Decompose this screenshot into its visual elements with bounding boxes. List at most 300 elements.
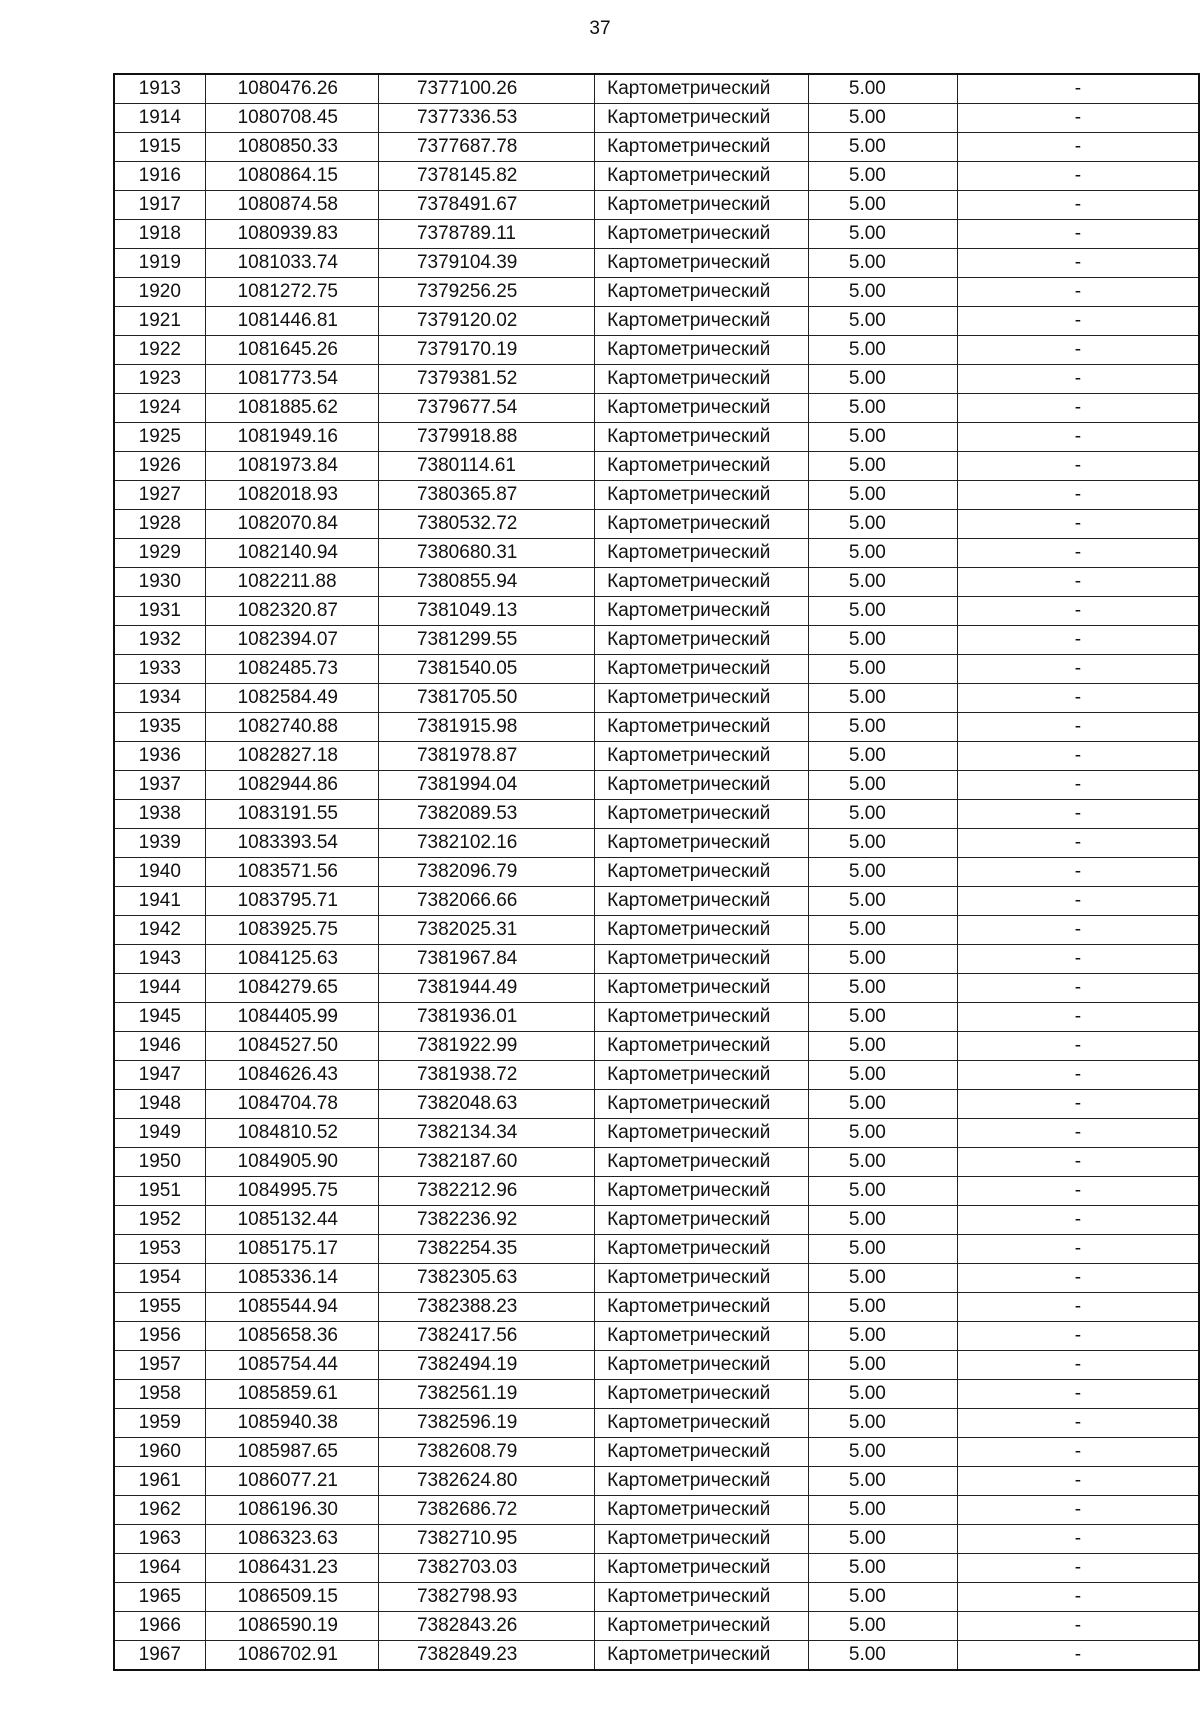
x-coordinate-cell: 1085175.17 — [205, 1235, 378, 1264]
y-coordinate-cell: 7382305.63 — [378, 1264, 594, 1293]
accuracy-cell: 5.00 — [808, 220, 957, 249]
point-number-cell: 1936 — [114, 742, 205, 771]
y-coordinate-cell: 7381299.55 — [378, 626, 594, 655]
accuracy-cell: 5.00 — [808, 713, 957, 742]
x-coordinate-cell: 1086323.63 — [205, 1525, 378, 1554]
x-coordinate-cell: 1083925.75 — [205, 916, 378, 945]
point-number-cell: 1915 — [114, 133, 205, 162]
table-row — [114, 336, 1199, 365]
x-coordinate-cell: 1086196.30 — [205, 1496, 378, 1525]
point-number-cell: 1928 — [114, 510, 205, 539]
description-cell: - — [957, 1351, 1199, 1380]
point-number-cell: 1958 — [114, 1380, 205, 1409]
description-cell: - — [957, 191, 1199, 220]
y-coordinate-cell: 7382096.79 — [378, 858, 594, 887]
description-cell: - — [957, 597, 1199, 626]
x-coordinate-cell: 1082740.88 — [205, 713, 378, 742]
description-cell: - — [957, 1177, 1199, 1206]
table-row — [114, 1061, 1199, 1090]
point-number-cell: 1951 — [114, 1177, 205, 1206]
accuracy-cell: 5.00 — [808, 1119, 957, 1148]
method-cell: Картометрический — [595, 1090, 809, 1119]
method-cell: Картометрический — [595, 1612, 809, 1641]
y-coordinate-cell: 7378789.11 — [378, 220, 594, 249]
table-row — [114, 1322, 1199, 1351]
y-coordinate-cell: 7382798.93 — [378, 1583, 594, 1612]
method-cell: Картометрический — [595, 568, 809, 597]
table-body — [114, 74, 1199, 1670]
point-number-cell: 1960 — [114, 1438, 205, 1467]
point-number-cell: 1961 — [114, 1467, 205, 1496]
table-row — [114, 481, 1199, 510]
x-coordinate-cell: 1082827.18 — [205, 742, 378, 771]
method-cell: Картометрический — [595, 1148, 809, 1177]
description-cell: - — [957, 655, 1199, 684]
accuracy-cell: 5.00 — [808, 1293, 957, 1322]
point-number-cell: 1957 — [114, 1351, 205, 1380]
method-cell: Картометрический — [595, 1264, 809, 1293]
point-number-cell: 1934 — [114, 684, 205, 713]
point-number-cell: 1964 — [114, 1554, 205, 1583]
description-cell: - — [957, 510, 1199, 539]
description-cell: - — [957, 1032, 1199, 1061]
x-coordinate-cell: 1081773.54 — [205, 365, 378, 394]
x-coordinate-cell: 1086702.91 — [205, 1641, 378, 1671]
table-row — [114, 1148, 1199, 1177]
method-cell: Картометрический — [595, 1467, 809, 1496]
description-cell: - — [957, 1206, 1199, 1235]
y-coordinate-cell: 7382417.56 — [378, 1322, 594, 1351]
description-cell: - — [957, 626, 1199, 655]
point-number-cell: 1959 — [114, 1409, 205, 1438]
method-cell: Картометрический — [595, 1380, 809, 1409]
x-coordinate-cell: 1082320.87 — [205, 597, 378, 626]
x-coordinate-cell: 1085987.65 — [205, 1438, 378, 1467]
y-coordinate-cell: 7382134.34 — [378, 1119, 594, 1148]
method-cell: Картометрический — [595, 1438, 809, 1467]
y-coordinate-cell: 7381944.49 — [378, 974, 594, 1003]
method-cell: Картометрический — [595, 307, 809, 336]
x-coordinate-cell: 1085336.14 — [205, 1264, 378, 1293]
method-cell: Картометрический — [595, 684, 809, 713]
point-number-cell: 1942 — [114, 916, 205, 945]
x-coordinate-cell: 1086077.21 — [205, 1467, 378, 1496]
point-number-cell: 1917 — [114, 191, 205, 220]
description-cell: - — [957, 1641, 1199, 1671]
table-row — [114, 1525, 1199, 1554]
table-row — [114, 1641, 1199, 1671]
method-cell: Картометрический — [595, 1496, 809, 1525]
method-cell: Картометрический — [595, 394, 809, 423]
x-coordinate-cell: 1085754.44 — [205, 1351, 378, 1380]
accuracy-cell: 5.00 — [808, 742, 957, 771]
accuracy-cell: 5.00 — [808, 394, 957, 423]
y-coordinate-cell: 7378145.82 — [378, 162, 594, 191]
accuracy-cell: 5.00 — [808, 452, 957, 481]
table-row — [114, 307, 1199, 336]
point-number-cell: 1920 — [114, 278, 205, 307]
x-coordinate-cell: 1082070.84 — [205, 510, 378, 539]
method-cell: Картометрический — [595, 771, 809, 800]
method-cell: Картометрический — [595, 1583, 809, 1612]
x-coordinate-cell: 1082394.07 — [205, 626, 378, 655]
y-coordinate-cell: 7380114.61 — [378, 452, 594, 481]
description-cell: - — [957, 1583, 1199, 1612]
x-coordinate-cell: 1085658.36 — [205, 1322, 378, 1351]
table-row — [114, 626, 1199, 655]
y-coordinate-cell: 7379677.54 — [378, 394, 594, 423]
accuracy-cell: 5.00 — [808, 133, 957, 162]
table-row — [114, 771, 1199, 800]
description-cell: - — [957, 1322, 1199, 1351]
table-row — [114, 1438, 1199, 1467]
y-coordinate-cell: 7379104.39 — [378, 249, 594, 278]
method-cell: Картометрический — [595, 1322, 809, 1351]
coordinates-table — [113, 73, 1200, 1671]
accuracy-cell: 5.00 — [808, 655, 957, 684]
y-coordinate-cell: 7382187.60 — [378, 1148, 594, 1177]
point-number-cell: 1927 — [114, 481, 205, 510]
x-coordinate-cell: 1082018.93 — [205, 481, 378, 510]
accuracy-cell: 5.00 — [808, 568, 957, 597]
point-number-cell: 1965 — [114, 1583, 205, 1612]
y-coordinate-cell: 7379918.88 — [378, 423, 594, 452]
method-cell: Картометрический — [595, 452, 809, 481]
table-row — [114, 133, 1199, 162]
accuracy-cell: 5.00 — [808, 74, 957, 104]
description-cell: - — [957, 1235, 1199, 1264]
table-row — [114, 887, 1199, 916]
description-cell: - — [957, 423, 1199, 452]
accuracy-cell: 5.00 — [808, 365, 957, 394]
method-cell: Картометрический — [595, 916, 809, 945]
table-row — [114, 597, 1199, 626]
description-cell: - — [957, 713, 1199, 742]
accuracy-cell: 5.00 — [808, 1264, 957, 1293]
description-cell: - — [957, 1554, 1199, 1583]
x-coordinate-cell: 1080850.33 — [205, 133, 378, 162]
y-coordinate-cell: 7377100.26 — [378, 74, 594, 104]
accuracy-cell: 5.00 — [808, 626, 957, 655]
accuracy-cell: 5.00 — [808, 336, 957, 365]
point-number-cell: 1926 — [114, 452, 205, 481]
method-cell: Картометрический — [595, 249, 809, 278]
method-cell: Картометрический — [595, 133, 809, 162]
y-coordinate-cell: 7382596.19 — [378, 1409, 594, 1438]
accuracy-cell: 5.00 — [808, 539, 957, 568]
description-cell: - — [957, 307, 1199, 336]
x-coordinate-cell: 1082584.49 — [205, 684, 378, 713]
description-cell: - — [957, 1409, 1199, 1438]
method-cell: Картометрический — [595, 278, 809, 307]
point-number-cell: 1963 — [114, 1525, 205, 1554]
page-number: 37 — [589, 18, 611, 39]
method-cell: Картометрический — [595, 1525, 809, 1554]
x-coordinate-cell: 1084405.99 — [205, 1003, 378, 1032]
x-coordinate-cell: 1084125.63 — [205, 945, 378, 974]
x-coordinate-cell: 1084626.43 — [205, 1061, 378, 1090]
method-cell: Картометрический — [595, 1119, 809, 1148]
table-row — [114, 1264, 1199, 1293]
description-cell: - — [957, 568, 1199, 597]
accuracy-cell: 5.00 — [808, 771, 957, 800]
description-cell: - — [957, 1119, 1199, 1148]
point-number-cell: 1937 — [114, 771, 205, 800]
description-cell: - — [957, 1264, 1199, 1293]
table-row — [114, 713, 1199, 742]
description-cell: - — [957, 336, 1199, 365]
description-cell: - — [957, 1090, 1199, 1119]
accuracy-cell: 5.00 — [808, 684, 957, 713]
description-cell: - — [957, 771, 1199, 800]
method-cell: Картометрический — [595, 510, 809, 539]
point-number-cell: 1953 — [114, 1235, 205, 1264]
coordinates-table-wrapper — [113, 73, 1200, 1671]
method-cell: Картометрический — [595, 829, 809, 858]
table-row — [114, 568, 1199, 597]
accuracy-cell: 5.00 — [808, 1090, 957, 1119]
description-cell: - — [957, 916, 1199, 945]
point-number-cell: 1933 — [114, 655, 205, 684]
method-cell: Картометрический — [595, 191, 809, 220]
point-number-cell: 1967 — [114, 1641, 205, 1671]
x-coordinate-cell: 1082944.86 — [205, 771, 378, 800]
table-row — [114, 394, 1199, 423]
point-number-cell: 1939 — [114, 829, 205, 858]
table-row — [114, 1177, 1199, 1206]
accuracy-cell: 5.00 — [808, 104, 957, 133]
description-cell: - — [957, 278, 1199, 307]
table-row — [114, 510, 1199, 539]
x-coordinate-cell: 1084527.50 — [205, 1032, 378, 1061]
description-cell: - — [957, 74, 1199, 104]
method-cell: Картометрический — [595, 742, 809, 771]
y-coordinate-cell: 7382254.35 — [378, 1235, 594, 1264]
method-cell: Картометрический — [595, 423, 809, 452]
accuracy-cell: 5.00 — [808, 1177, 957, 1206]
description-cell: - — [957, 162, 1199, 191]
table-row — [114, 220, 1199, 249]
y-coordinate-cell: 7382066.66 — [378, 887, 594, 916]
method-cell: Картометрический — [595, 1032, 809, 1061]
x-coordinate-cell: 1081446.81 — [205, 307, 378, 336]
point-number-cell: 1935 — [114, 713, 205, 742]
description-cell: - — [957, 974, 1199, 1003]
y-coordinate-cell: 7382494.19 — [378, 1351, 594, 1380]
point-number-cell: 1938 — [114, 800, 205, 829]
table-row — [114, 858, 1199, 887]
method-cell: Картометрический — [595, 1351, 809, 1380]
table-row — [114, 1119, 1199, 1148]
table-row — [114, 1380, 1199, 1409]
y-coordinate-cell: 7379170.19 — [378, 336, 594, 365]
table-row — [114, 1496, 1199, 1525]
point-number-cell: 1962 — [114, 1496, 205, 1525]
point-number-cell: 1952 — [114, 1206, 205, 1235]
point-number-cell: 1945 — [114, 1003, 205, 1032]
point-number-cell: 1949 — [114, 1119, 205, 1148]
point-number-cell: 1950 — [114, 1148, 205, 1177]
point-number-cell: 1925 — [114, 423, 205, 452]
table-row — [114, 278, 1199, 307]
accuracy-cell: 5.00 — [808, 1467, 957, 1496]
point-number-cell: 1941 — [114, 887, 205, 916]
accuracy-cell: 5.00 — [808, 1525, 957, 1554]
description-cell: - — [957, 1612, 1199, 1641]
y-coordinate-cell: 7380680.31 — [378, 539, 594, 568]
method-cell: Картометрический — [595, 974, 809, 1003]
description-cell: - — [957, 220, 1199, 249]
description-cell: - — [957, 104, 1199, 133]
y-coordinate-cell: 7382608.79 — [378, 1438, 594, 1467]
table-row — [114, 74, 1199, 104]
table-row — [114, 104, 1199, 133]
method-cell: Картометрический — [595, 336, 809, 365]
point-number-cell: 1923 — [114, 365, 205, 394]
method-cell: Картометрический — [595, 626, 809, 655]
accuracy-cell: 5.00 — [808, 1583, 957, 1612]
point-number-cell: 1943 — [114, 945, 205, 974]
table-row — [114, 452, 1199, 481]
accuracy-cell: 5.00 — [808, 974, 957, 1003]
table-row — [114, 423, 1199, 452]
table-row — [114, 684, 1199, 713]
method-cell: Картометрический — [595, 1206, 809, 1235]
description-cell: - — [957, 133, 1199, 162]
y-coordinate-cell: 7382686.72 — [378, 1496, 594, 1525]
x-coordinate-cell: 1083571.56 — [205, 858, 378, 887]
x-coordinate-cell: 1081272.75 — [205, 278, 378, 307]
x-coordinate-cell: 1082211.88 — [205, 568, 378, 597]
point-number-cell: 1922 — [114, 336, 205, 365]
description-cell: - — [957, 858, 1199, 887]
table-row — [114, 1090, 1199, 1119]
accuracy-cell: 5.00 — [808, 1380, 957, 1409]
y-coordinate-cell: 7381540.05 — [378, 655, 594, 684]
x-coordinate-cell: 1080864.15 — [205, 162, 378, 191]
table-row — [114, 249, 1199, 278]
method-cell: Картометрический — [595, 1061, 809, 1090]
y-coordinate-cell: 7379256.25 — [378, 278, 594, 307]
x-coordinate-cell: 1084995.75 — [205, 1177, 378, 1206]
method-cell: Картометрический — [595, 1177, 809, 1206]
method-cell: Картометрический — [595, 1641, 809, 1671]
x-coordinate-cell: 1086590.19 — [205, 1612, 378, 1641]
point-number-cell: 1916 — [114, 162, 205, 191]
table-row — [114, 1351, 1199, 1380]
point-number-cell: 1930 — [114, 568, 205, 597]
method-cell: Картометрический — [595, 713, 809, 742]
y-coordinate-cell: 7381978.87 — [378, 742, 594, 771]
x-coordinate-cell: 1084279.65 — [205, 974, 378, 1003]
point-number-cell: 1924 — [114, 394, 205, 423]
table-row — [114, 365, 1199, 394]
x-coordinate-cell: 1082140.94 — [205, 539, 378, 568]
accuracy-cell: 5.00 — [808, 1148, 957, 1177]
table-row — [114, 1467, 1199, 1496]
method-cell: Картометрический — [595, 365, 809, 394]
y-coordinate-cell: 7381922.99 — [378, 1032, 594, 1061]
point-number-cell: 1932 — [114, 626, 205, 655]
point-number-cell: 1914 — [114, 104, 205, 133]
accuracy-cell: 5.00 — [808, 858, 957, 887]
point-number-cell: 1946 — [114, 1032, 205, 1061]
y-coordinate-cell: 7379120.02 — [378, 307, 594, 336]
method-cell: Картометрический — [595, 858, 809, 887]
y-coordinate-cell: 7378491.67 — [378, 191, 594, 220]
y-coordinate-cell: 7382048.63 — [378, 1090, 594, 1119]
y-coordinate-cell: 7381049.13 — [378, 597, 594, 626]
accuracy-cell: 5.00 — [808, 1409, 957, 1438]
x-coordinate-cell: 1083393.54 — [205, 829, 378, 858]
point-number-cell: 1947 — [114, 1061, 205, 1090]
y-coordinate-cell: 7382561.19 — [378, 1380, 594, 1409]
accuracy-cell: 5.00 — [808, 481, 957, 510]
point-number-cell: 1948 — [114, 1090, 205, 1119]
method-cell: Картометрический — [595, 481, 809, 510]
y-coordinate-cell: 7381994.04 — [378, 771, 594, 800]
y-coordinate-cell: 7381938.72 — [378, 1061, 594, 1090]
accuracy-cell: 5.00 — [808, 1003, 957, 1032]
y-coordinate-cell: 7382388.23 — [378, 1293, 594, 1322]
point-number-cell: 1919 — [114, 249, 205, 278]
description-cell: - — [957, 1438, 1199, 1467]
table-row — [114, 1409, 1199, 1438]
description-cell: - — [957, 1467, 1199, 1496]
description-cell: - — [957, 1148, 1199, 1177]
x-coordinate-cell: 1081973.84 — [205, 452, 378, 481]
y-coordinate-cell: 7382624.80 — [378, 1467, 594, 1496]
accuracy-cell: 5.00 — [808, 510, 957, 539]
method-cell: Картометрический — [595, 74, 809, 104]
description-cell: - — [957, 800, 1199, 829]
y-coordinate-cell: 7382843.26 — [378, 1612, 594, 1641]
y-coordinate-cell: 7381967.84 — [378, 945, 594, 974]
method-cell: Картометрический — [595, 655, 809, 684]
description-cell: - — [957, 1003, 1199, 1032]
description-cell: - — [957, 945, 1199, 974]
description-cell: - — [957, 365, 1199, 394]
method-cell: Картометрический — [595, 1003, 809, 1032]
accuracy-cell: 5.00 — [808, 1032, 957, 1061]
table-row — [114, 1293, 1199, 1322]
x-coordinate-cell: 1080708.45 — [205, 104, 378, 133]
accuracy-cell: 5.00 — [808, 191, 957, 220]
description-cell: - — [957, 684, 1199, 713]
accuracy-cell: 5.00 — [808, 1554, 957, 1583]
accuracy-cell: 5.00 — [808, 1438, 957, 1467]
point-number-cell: 1918 — [114, 220, 205, 249]
accuracy-cell: 5.00 — [808, 829, 957, 858]
y-coordinate-cell: 7382025.31 — [378, 916, 594, 945]
table-row — [114, 829, 1199, 858]
accuracy-cell: 5.00 — [808, 1496, 957, 1525]
table-row — [114, 1612, 1199, 1641]
x-coordinate-cell: 1084704.78 — [205, 1090, 378, 1119]
description-cell: - — [957, 452, 1199, 481]
description-cell: - — [957, 1525, 1199, 1554]
description-cell: - — [957, 1293, 1199, 1322]
accuracy-cell: 5.00 — [808, 1641, 957, 1671]
description-cell: - — [957, 481, 1199, 510]
table-row — [114, 162, 1199, 191]
accuracy-cell: 5.00 — [808, 1612, 957, 1641]
accuracy-cell: 5.00 — [808, 945, 957, 974]
y-coordinate-cell: 7377336.53 — [378, 104, 594, 133]
accuracy-cell: 5.00 — [808, 162, 957, 191]
method-cell: Картометрический — [595, 800, 809, 829]
table-row — [114, 916, 1199, 945]
